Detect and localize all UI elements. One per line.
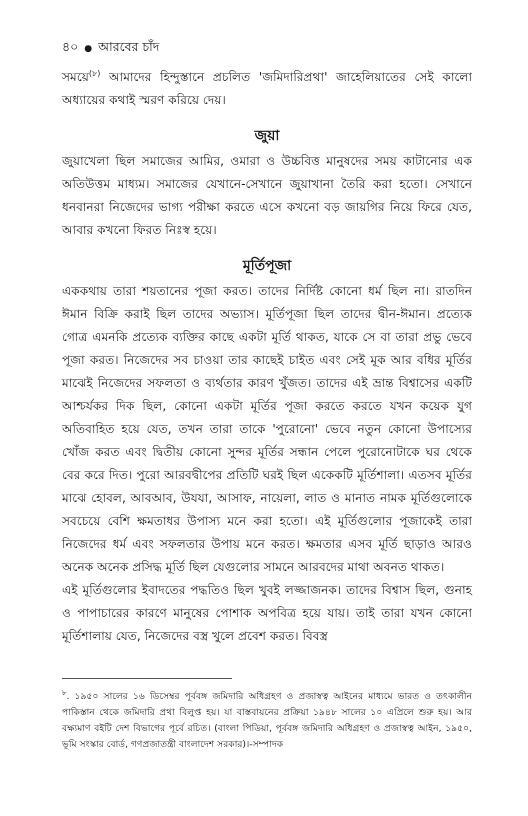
header-bullet: ● bbox=[84, 44, 93, 54]
gambling-paragraph: জুয়াখেলা ছিল সমাজের আমির, ওমারা ও উচ্চবিত্ত মানুষদের সময় কাটানোর এক অতিউত্তম মাধ্যম। সমাজের যেখানে-সেখানে জুয়াখানা তৈরি করা হতো। সেখানে ধনবানরা নিজেদের ভাগ্য পরীক্ষা করতে এসে কখনো বড় জায়গির নিয়ে ফিরে যেত, আবার কখনো ফিরত নিঃস্ব হয়ে। bbox=[62, 154, 472, 238]
book-page bbox=[62, 40, 472, 753]
intro-text: আমাদের হিন্দুস্তানে প্রচলিত 'জমিদারিপ্রথা' জাহেলিয়াতের সেই কালো অধ্যায়ের কথাই স্মরণ করিয়ে দেয়। bbox=[62, 70, 472, 108]
intro-lead: সময়ে bbox=[62, 70, 89, 85]
footnote-text: . ১৯৫০ সালের ১৬ ডিসেম্বর পূর্ববঙ্গ জমিদারি অধিগ্রহণ ও প্রজাস্বত্ব আইনের মাধ্যমে ভারত ও তৎকালীন পাকিস্তান থেকে জমিদারি প্রথা বিলুপ্ত হয়। যা বাস্তবায়নের প্রক্রিয়া ১৯৪৮ সালের ১০ এপ্রিলে শুরু হয়। আর বক্ষ্যমাণ বইটি দেশ বিভাগের পূর্বে রচিত। (বাংলা পিডিয়া, পূর্ববঙ্গ জমিদারি অধিগ্রহণ ও প্রজাস্বত্ব আইন, ১৯৫০, ভূমি সংস্কার বোর্ড, গণপ্রজাতন্ত্রী বাংলাদেশ সরকার)।-সম্পাদক bbox=[62, 691, 472, 751]
intro-paragraph bbox=[62, 62, 472, 112]
idol-worship-paragraph-2: এই মূর্তিগুলোর ইবাদতের পদ্ধতিও ছিল খুবই লজ্জাজনক। তাদের বিশ্বাস ছিল, গুনাহ ও পাপাচারের কারণে মানুষের পোশাক অপবিত্র হয়ে যায়। তাই তারা যখন কোনো মূর্তিশালায় যেত, নিজেদের বস্ত্র খুলে প্রবেশ করত। বিবস্ত্র bbox=[62, 583, 472, 644]
running-header bbox=[62, 40, 472, 58]
footnote bbox=[62, 685, 472, 753]
page-number: ৪০ bbox=[62, 39, 79, 54]
footnote-marker: ৮ bbox=[62, 689, 67, 698]
footnote-reference: (৮) bbox=[88, 69, 101, 78]
section-heading-idol-worship: মূর্তিপূজা bbox=[242, 258, 292, 275]
book-title: আরবের চাঁদ bbox=[98, 39, 160, 54]
section-heading-gambling: জুয়া bbox=[254, 128, 280, 145]
idol-worship-paragraph-1: এককথায় তারা শয়তানের পূজা করত। তাদের নির্দিষ্ট কোনো ধর্ম ছিল না। রাতদিন ঈমান বিক্রি করাই ছিল তাদের অভ্যাস। মূর্তিপূজা ছিল তাদের দ্বীন-ঈমান। প্রত্যেক গোত্র এমনকি প্রত্যেক ব্যক্তির কাছে একটা মূর্তি থাকত, যাকে সে বা তারা প্রভু ভেবে পূজা করত। নিজেদের সব চাওয়া তার কাছেই চাইত এবং সেই মূক আর বধির মূর্তির মাঝেই নিজেদের সফলতা ও ব্যর্থতার কারণ খুঁজত। তাদের এই ভ্রান্ত বিশ্বাসের একটি আশ্চর্যকর দিক ছিল, কোনো একটা মূর্তির পূজা করতে করতে যখন কয়েক যুগ অতিবাহিত হয়ে যেত, তখন তারা তাকে 'পুরোনো' ভেবে নতুন কোনো উপাস্যের খোঁজ করত এবং দ্বিতীয় কোনো সুন্দর মূর্তির সন্ধান পেলে পুরোনোটাকে ঘর থেকে বের করে দিত। পুরো আরবদ্বীপের প্রতিটি ঘরই ছিল একেকটি মূর্তিশালা। এতসব মূর্তির মাঝে হোবল, আবআব, উযযা, আসাফ, নায়েলা, লাত ও মানাত নামক মূর্তিগুলোকে সবচেয়ে বেশি ক্ষমতাধর উপাস্য মনে করা হতো। এই মূর্তিগুলোর পূজাকেই তারা নিজেদের ধর্ম এবং সফলতার উপায় মনে করত। ক্ষমতার এসব মূর্তি ছাড়াও আরও অনেক অনেক প্রসিদ্ধ মূর্তি ছিল যেগুলোর সামনে আরবদের মাথা অবনত থাকত। bbox=[62, 284, 472, 575]
footnote-divider bbox=[62, 678, 232, 679]
